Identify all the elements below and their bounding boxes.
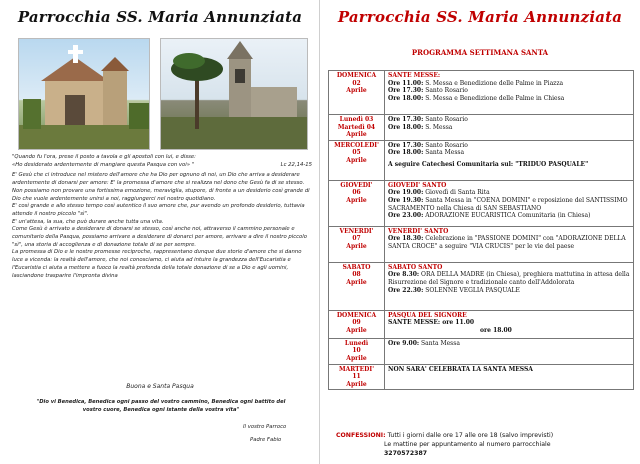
quote-line-1: "Quando fu l'ora, prese il posto a tavola e gli apostoli con lui, e disse: — [12, 154, 196, 160]
church-illustration-2 — [161, 39, 308, 150]
church-illustration-1 — [19, 39, 150, 150]
day-label: SABATO — [342, 263, 371, 271]
program-day — [329, 262, 385, 310]
program-day — [329, 115, 385, 141]
event-time: Ore 18.00: — [388, 123, 424, 131]
program-day — [329, 180, 385, 226]
event-entry — [388, 327, 630, 335]
event-time: NON SARA' CELEBRATA LA SANTA MESSA — [388, 365, 533, 373]
event-heading: SABATO SANTO — [388, 263, 443, 271]
program-events — [385, 262, 634, 310]
program-events — [385, 364, 634, 390]
program-title: PROGRAMMA SETTIMANA SANTA — [411, 48, 549, 57]
event-heading: GIOVEDI' SANTO — [388, 181, 447, 189]
day-label: 02 — [352, 79, 361, 87]
event-entry — [388, 366, 630, 374]
confessions-label: CONFESSIONI: — [336, 432, 386, 439]
day-label: Aprile — [346, 354, 367, 362]
day-label: Aprile — [346, 380, 367, 388]
confessions-line-2: Le mattine per appuntamento al numero parrocchiale — [384, 441, 551, 448]
day-label: Lunedì 03 — [339, 116, 374, 123]
event-heading: VENERDI' SANTO — [388, 227, 449, 235]
church-photo-2 — [160, 38, 308, 150]
day-label: Aprile — [346, 156, 367, 164]
event-time: Ore 11.00: — [388, 79, 424, 87]
event-time: Ore 18.00: — [388, 149, 424, 157]
event-heading: SANTE MESSE: — [388, 72, 441, 79]
day-label: 05 — [352, 149, 361, 157]
blessing-prayer: "Dio vi Benedica, Benedica ogni passo del vostro cammino, Benedica ogni battito del vostro cuore, Benedica ogni istante della vostra vita" — [36, 399, 286, 413]
program-day — [329, 71, 385, 115]
program-day — [329, 140, 385, 180]
event-description: ORA DELLA MADRE (in Chiesa), preghiera mattutina in attesa della Risurrezione del Signore e tradizionale canto dell'Addolorata — [388, 271, 630, 286]
day-label: 07 — [352, 235, 361, 243]
program-day — [329, 226, 385, 262]
day-label: Aprile — [346, 87, 367, 95]
program-row — [329, 310, 634, 338]
confessions-line-1 — [336, 431, 636, 440]
day-label: 06 — [352, 189, 361, 197]
quote-line-2-wrap — [12, 162, 312, 170]
day-label: 10 — [352, 347, 361, 355]
event-time: Ore 17.30: — [388, 87, 424, 95]
event-time: Ore 18.30: — [388, 235, 424, 243]
event-time: Ore 17.30: — [388, 141, 424, 149]
event-time: SANTE MESSE: ore 11.00 — [388, 319, 475, 327]
day-label: Aprile — [346, 278, 367, 286]
day-label: GIOVEDI' — [340, 181, 373, 189]
event-entry — [388, 189, 630, 197]
day-label: Aprile — [346, 196, 367, 204]
event-time: Ore 19.00: — [388, 189, 424, 197]
program-table — [328, 70, 634, 390]
event-entry — [388, 80, 630, 88]
event-time: Ore 8.30: — [388, 271, 420, 279]
event-description: Santo Rosario — [423, 141, 468, 149]
program-events — [385, 71, 634, 115]
event-time: Ore 9.00: — [388, 339, 420, 347]
program-row — [329, 115, 634, 141]
event-entry — [388, 235, 630, 250]
event-description: Santo Rosario — [423, 116, 468, 123]
day-label: 11 — [352, 373, 361, 381]
program-row — [329, 71, 634, 115]
easter-greeting: Buona e Santa Pasqua — [126, 383, 194, 390]
day-label: Aprile — [346, 242, 367, 250]
confessions-text: Tutti i giorni dalle ore 17 alle ore 18 (salvo imprevisti) — [385, 432, 554, 439]
event-entry — [388, 87, 630, 95]
day-label: DOMENICA — [336, 72, 377, 79]
event-description: Santa Messa — [419, 339, 460, 347]
day-label: 09 — [352, 319, 361, 327]
event-entry — [388, 149, 630, 157]
event-entry — [388, 197, 630, 212]
quote-line-2: «Ho desiderato ardentemente di mangiare questa Pasqua con voi» " — [12, 161, 195, 168]
event-entry — [388, 271, 630, 286]
event-entry — [388, 287, 630, 295]
event-description: Santa Messa — [423, 149, 465, 157]
left-title: Parrocchia SS. Maria Annunziata — [17, 8, 303, 26]
program-day — [329, 310, 385, 338]
event-time: Ore 18.00: — [388, 94, 424, 102]
program-row — [329, 262, 634, 310]
program-row — [329, 364, 634, 390]
confessions-info — [336, 431, 636, 458]
day-label: MERCOLEDI' — [334, 141, 379, 149]
day-label: Martedì 04 — [337, 123, 376, 131]
event-entry — [388, 116, 630, 124]
event-description: Giovedì di Santa Rita — [423, 189, 490, 197]
day-label: 08 — [352, 271, 361, 279]
day-label: VENERDI' — [339, 227, 374, 235]
event-description: S. Messa e Benedizione delle Palme in Piazza — [423, 79, 564, 87]
program-events — [385, 180, 634, 226]
paragraph: E' così grande e allo stesso tempo così autentico il suo amore che, pur avendo un profondo desiderio, tuttavia attende il nostro piccolo "sì". — [12, 203, 305, 217]
event-description: SOLENNE VEGLIA PASQUALE — [423, 286, 520, 294]
event-time: Ore 22.30: — [388, 286, 424, 294]
church-photo-1 — [18, 38, 150, 150]
event-time: Ore 23.00: — [388, 212, 424, 220]
program-row — [329, 140, 634, 180]
event-entry — [388, 319, 630, 327]
program-events — [385, 115, 634, 141]
event-entry — [388, 142, 630, 150]
program-events — [385, 310, 634, 338]
day-label: Aprile — [346, 131, 367, 139]
event-entry — [388, 95, 630, 103]
program-events — [385, 338, 634, 364]
signature-name: Padre Fabio — [250, 437, 282, 443]
quote-reference: Lc 22,14-15 — [280, 161, 312, 168]
event-time: Ore 19.30: — [388, 196, 424, 204]
program-row — [329, 180, 634, 226]
event-entry — [388, 124, 630, 132]
event-entry — [388, 340, 630, 348]
program-events — [385, 226, 634, 262]
day-label: Aprile — [346, 326, 367, 334]
day-label: Lunedì — [344, 339, 369, 347]
event-time: Ore 17.30: — [388, 116, 424, 123]
event-time: ore 18.00 — [480, 326, 512, 334]
event-description: ADORAZIONE EUCARISTICA Comunitaria (in Chiesa) — [423, 212, 591, 220]
event-heading: PASQUA DEL SIGNORE — [388, 311, 467, 319]
phone-number: 3270572387 — [384, 450, 428, 457]
signature-role: Il vostro Parroco — [243, 424, 287, 430]
program-events — [385, 140, 634, 180]
program-row — [329, 226, 634, 262]
event-description: Santa Messa in "COENA DOMINI" e reposizione del SANTISSIMO SACRAMENTO nella Chiesa di SAN SEBASTIANO — [388, 196, 628, 212]
event-description: Santo Rosario — [423, 87, 468, 95]
paragraph: Come Gesù è arrivato a desiderare di donarsi se stesso, così anche noi, attraverso il cammino personale e comunitario della Pasqua, possiamo arrivare a desiderare di donarci per amore, arrivare a dire il nostro piccolo "sì", una storia di accoglienza e di donazione totale di se per sempre. — [12, 226, 308, 248]
paragraph: La promessa di Dio e le nostre promesse reciproche, rappresentano dunque due storie d'amore che si danno luce a vicenda: la realtà dell'amore, che noi conosciamo, ci aiuta ad intuire la grandezza dell'Eucaristia e l'Eucaristia ci aiuta a mettere a fuoco la realtà profonda della totale donazione di se a Dio e agli uomini, lasciandone trasparire l'impronta divina — [12, 249, 302, 279]
day-label: MARTEDI' — [338, 365, 375, 373]
event-description: Celebrazione in "PASSIONE DOMINI" con "ADORAZIONE DELLA SANTA CROCE" a seguire "VIA CRUCIS" per le vie del paese — [388, 235, 626, 250]
right-title: Parrocchia SS. Maria Annunziata — [337, 8, 623, 26]
right-page — [320, 0, 640, 464]
paragraph: E' Gesù che ci introduce nel mistero dell'amore che ha Dio per ognuno di noi, un Dio che arriva a desiderare ardentemente di donarsi per amore: E' la promessa d'amore che si realizza nel dono che Gesù fa di se stesso. Non possiamo non provare una fortissima emozione, meraviglia, stupore, di fronte a un desiderio così grande di Dio che vuole ardentemente unirsi a noi, raggiungerci nel nostro quotidiano. — [12, 172, 310, 202]
paragraph: E' un'attesa, la sua, che può durare anche tutta una vita. — [12, 218, 164, 225]
program-day — [329, 364, 385, 390]
reflection-text — [12, 154, 312, 280]
program-day — [329, 338, 385, 364]
program-row — [329, 338, 634, 364]
event-entry — [388, 212, 630, 220]
day-label: DOMENICA — [336, 311, 377, 319]
event-description: S. Messa e Benedizione delle Palme in Chiesa — [423, 94, 565, 102]
event-description: S. Messa — [423, 123, 453, 131]
event-note: A seguire Catechesi Comunitaria sul: "TRIDUO PASQUALE" — [388, 160, 589, 168]
